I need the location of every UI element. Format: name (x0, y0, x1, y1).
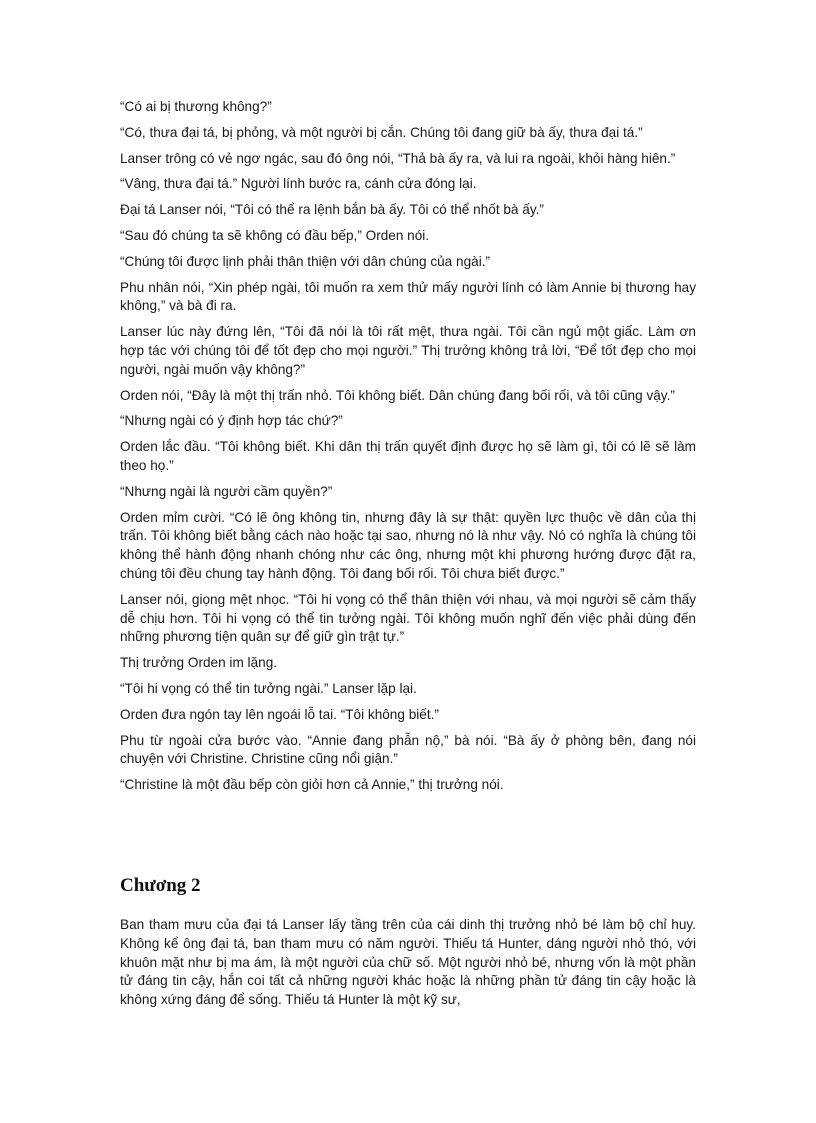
paragraph: Đại tá Lanser nói, “Tôi có thể ra lệnh bắn bà ấy. Tôi có thể nhốt bà ấy.” (120, 202, 544, 218)
paragraph: Orden lắc đầu. “Tôi không biết. Khi dân thị trấn quyết định được họ sẽ làm gì, tôi có lẽ sẽ làm theo họ.” (120, 439, 696, 473)
paragraph: Orden nói, “Đây là một thị trấn nhỏ. Tôi không biết. Dân chúng đang bối rối, và tôi cũng vậy.” (120, 387, 675, 403)
paragraph: Orden đưa ngón tay lên ngoái lỗ tai. “Tôi không biết.” (120, 706, 439, 722)
paragraph: “Christine là một đầu bếp còn giỏi hơn cả Annie,” thị trưởng nói. (120, 777, 504, 793)
paragraph: “Tôi hi vọng có thể tin tưởng ngài.” Lanser lặp lại. (120, 680, 417, 696)
paragraph: Phu nhân nói, “Xin phép ngài, tôi muốn ra xem thử mấy người lính có làm Annie bị thương hay không,” và bà đi ra. (120, 279, 696, 314)
paragraph: “Nhưng ngài là người cầm quyền?” (120, 483, 333, 499)
paragraph: Lanser lúc này đứng lên, “Tôi đã nói là tôi rất mệt, thưa ngài. Tôi cần ngủ một giấc. Làm ơn hợp tác với chúng tôi để tốt đẹp cho mọi người.” Thị trưởng không trả lời, “Để tốt đẹp cho mọi người, ngài muốn vậy không?” (120, 324, 696, 377)
paragraph: Lanser trông có vẻ ngơ ngác, sau đó ông nói, “Thả bà ấy ra, và lui ra ngoài, khỏi hàng hiên.” (120, 150, 676, 166)
paragraph: Thị trưởng Orden im lặng. (120, 655, 278, 671)
paragraph: “Có, thưa đại tá, bị phỏng, và một người bị cắn. Chúng tôi đang giữ bà ấy, thưa đại tá.” (120, 124, 643, 140)
paragraph: Ban tham mưu của đại tá Lanser lấy tầng trên của cái dinh thị trưởng nhỏ bé làm bộ chỉ huy. Không kể ông đại tá, ban tham mưu có năm người. Thiếu tá Hunter, dáng người nhỏ thó, với khuôn mặt như bị ma ám, là một người của chữ số. Một người nhỏ bé, nhưng vốn là một phần tử đáng tin cậy, hắn coi tất cả những người khác hoặc là những phần tử đáng tin cậy hoặc là không xứng đáng để sống. Thiếu tá Hunter là một kỹ sư, (120, 917, 696, 1008)
chapter-body (120, 916, 696, 1010)
paragraph: “Có ai bị thương không?” (120, 99, 272, 114)
paragraph: Orden mỉm cười. “Có lẽ ông không tin, nhưng đây là sự thật: quyền lực thuộc về dân của thị trấn. Tôi không biết bằng cách nào hoặc tại sao, nhưng nó là như vậy. Nó có nghĩa là chúng tôi không thể hành động nhanh chóng như các ông, nhưng một khi phương hướng được đặt ra, chúng tôi đều chung tay hành động. Tôi đang bối rối. Tôi chưa biết được.” (120, 509, 696, 581)
paragraph: Lanser nói, giọng mệt nhọc. “Tôi hi vọng có thể thân thiện với nhau, và mọi người sẽ cảm thấy dễ chịu hơn. Tôi hi vọng có thể tin tưởng ngài. Tôi không muốn nghĩ đến việc phải dùng đến những phương tiện quân sự để giữ gìn trật tự.” (120, 591, 696, 645)
paragraph: “Sau đó chúng ta sẽ không có đầu bếp,” Orden nói. (120, 227, 430, 243)
chapter-heading: Chương 2 (120, 875, 201, 896)
paragraph: “Nhưng ngài có ý định hợp tác chứ?” (120, 413, 343, 429)
paragraph: “Chúng tôi được lịnh phải thân thiện với dân chúng của ngài.” (120, 253, 491, 269)
paragraph: “Vâng, thưa đại tá.” Người lính bước ra, cánh cửa đóng lại. (120, 176, 477, 192)
paragraph: Phu từ ngoài cửa bước vào. “Annie đang phẫn nộ,” bà nói. “Bà ấy ở phòng bên, đang nói chuyện với Christine. Christine cũng nổi giận.” (120, 732, 696, 767)
body-text (120, 98, 696, 802)
